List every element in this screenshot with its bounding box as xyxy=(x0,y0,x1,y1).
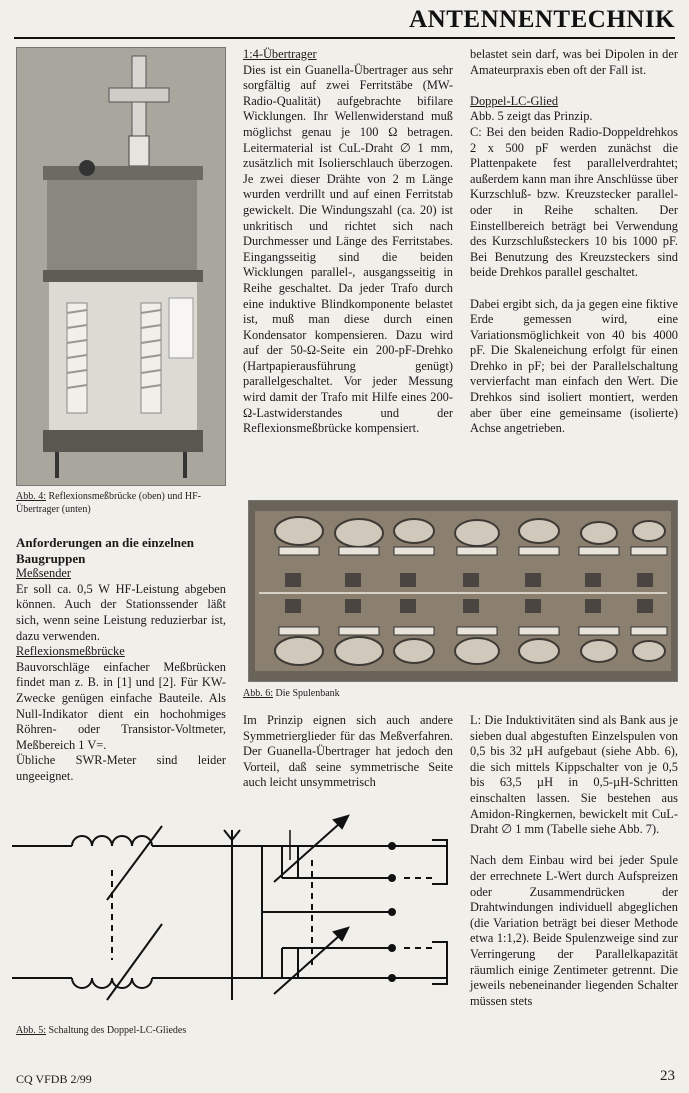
column-1-text xyxy=(16,535,226,785)
subheading-uebertrager: 1:4-Übertrager xyxy=(243,47,317,61)
schematic-doppel-lc-glied xyxy=(12,810,460,1020)
paragraph-dipole: belastet sein darf, was bei Dipolen in der Amateurpraxis eben oft der Fall ist. xyxy=(470,47,678,77)
paragraph-guanella: Dies ist ein Guanella-Übertrager aus sehr sorgfältig auf zwei Ferritstäbe (MW-Radio-Qualität) aufgebrachte bifilare Wicklungen. Ihr Wellenwiderstand muß möglichst genau je 100 Ω betragen. Leitermaterial ist CuL-Draht ∅ 1 mm, zusätzlich mit Isolierschlauch überzogen. Je zwei dieser Drähte von 2 m Länge wurden verdrillt und auf einen Ferritstab gewickelt. Die Windungszahl (ca. 20) ist unkritisch und richtet sich nach Durchmesser und Länge des Ferritstabes. Eingangsseitig sind die beiden Wicklungen parallel-, ausgangsseitig in Reihe geschaltet. Da jeder Trafo durch eine induktive Blindkomponente belastet ist, muß man diese durch einen Kondensator kompensieren. Dazu wird auf der 50-Ω-Seite ein 200-pF-Drehko (Hartpapierausführung genügt) parallelgeschaltet. Vor jeder Messung wird damit der Trafo mit Hilfe eines 200-Ω-Lastwiderstandes und der Reflexionsmeßbrücke kompensiert. xyxy=(243,62,453,436)
figure-4-text: Reflexionsmeßbrücke (oben) und HF-Übertrager (unten) xyxy=(16,491,201,515)
subheading-messsender: Meßsender xyxy=(16,566,72,581)
paragraph-drehkos: C: Bei den beiden Radio-Doppeldrehkos 2 x 500 pF werden zunächst die Plattenpakete fest parallelverdrahtet; außerdem kann man ihre Anschlüsse über Kurzschluß- bzw. Kreuzstecker parallel- oder in Reihe schalten. Der Einstellbereich beträgt bei Verwendung des Kurzschlußsteckers 10 bis 1000 pF. Bei Benutzung des Kreuzsteckers sind beide Drehkos parallel geschaltet. xyxy=(470,124,678,280)
paragraph-einbau: Nach dem Einbau wird bei jeder Spule der errechnete L-Wert durch Aufspreizen oder Zusammendrücken der Drahtwindungen individuell abgeglichen (die Variation beträgt bei dieser Methode etwa 1:1,2). Beide Spulenzweige sind zur Verringerung der Parallelkapazität räumlich einige Zentimeter getrennt. Die jeweils nebeneinander liegenden Schalter müssen stets xyxy=(470,853,678,1008)
header-rule xyxy=(14,37,675,39)
paragraph-prinzip: Abb. 5 zeigt das Prinzip. xyxy=(470,109,593,124)
column-3-text xyxy=(470,47,678,437)
photo-reflexionsmessbruecke xyxy=(16,47,226,486)
figure-5-label: Abb. 5: xyxy=(16,1025,46,1036)
subheading-doppel-lc: Doppel-LC-Glied xyxy=(470,93,559,108)
footer-journal: CQ VFDB 2/99 xyxy=(16,1072,92,1086)
paragraph-swr-meter: Übliche SWR-Meter sind leider ungeeignet. xyxy=(16,753,226,783)
paragraph-symmetrierglieder: Im Prinzip eignen sich auch andere Symmetrierglieder für das Meßverfahren. Der Guanella-Übertrager hat jedoch den Vorteil, daß seine symmetrische Seite auch leicht unsymmetrisch xyxy=(243,713,453,790)
paragraph-messsender: Er soll ca. 0,5 W HF-Leistung abgeben können. Auch der Stationssender läßt sich, wenn seine Leistung reduzierbar ist, dazu verwenden. xyxy=(16,581,226,643)
subheading-reflexionsmessbruecke: Reflexionsmeßbrücke xyxy=(16,644,125,659)
photo-spulenbank xyxy=(248,500,678,682)
figure-6-caption xyxy=(243,688,453,701)
figure-4-label: Abb. 4: xyxy=(16,491,46,502)
section-heading: Anforderungen an die einzelnen Baugruppen xyxy=(16,535,195,566)
page-number: 23 xyxy=(660,1068,675,1084)
paragraph-skaleneichung: Dabei ergibt sich, da ja gegen eine fiktive Erde gemessen wird, eine Variationsmöglichkeit von 40 bis 4000 pF. Die Skaleneichung erfolgt für einen Drehko in pF; bei der Parallelschaltung vervierfacht man einfach den Wert. Die Drehkos sind isoliert montiert, werden aber über eine gemeinsame (isolierte) Achse angetrieben. xyxy=(470,296,678,436)
right-column-text xyxy=(470,713,678,1009)
column-2-text xyxy=(243,47,453,437)
paragraph-induktivitaeten: L: Die Induktivitäten sind als Bank aus je sieben dual abgestuften Einzelspulen von 0,5 bis 32 µH aufgebaut (siehe Abb. 6), die sich mittels Kippschalter von je 0,5 bis 63,5 µH in 0,5-µH-Schritten einschalten lassen. Sie bestehen aus Amidon-Ringkernen, bewickelt mit CuL-Draht ∅ 1 mm (Tabelle siehe Abb. 7). xyxy=(470,713,678,837)
figure-5-caption xyxy=(16,1025,256,1038)
figure-5-text: Schaltung des Doppel-LC-Gliedes xyxy=(46,1025,187,1036)
figure-4-caption xyxy=(16,491,224,516)
middle-column-text xyxy=(243,713,453,791)
paragraph-messbruecken: Bauvorschläge einfacher Meßbrücken findet man z. B. in [1] und [2]. Für KW-Zwecke genügen einfache Bauteile. Als Null-Indikator dient ein hochohmiges Röhren- oder Transistor-Voltmeter, Meßbereich 1 V=. xyxy=(16,659,226,752)
figure-6-label: Abb. 6: xyxy=(243,688,273,699)
section-title: ANTENNENTECHNIK xyxy=(409,6,675,33)
figure-6-text: Die Spulenbank xyxy=(273,688,340,699)
